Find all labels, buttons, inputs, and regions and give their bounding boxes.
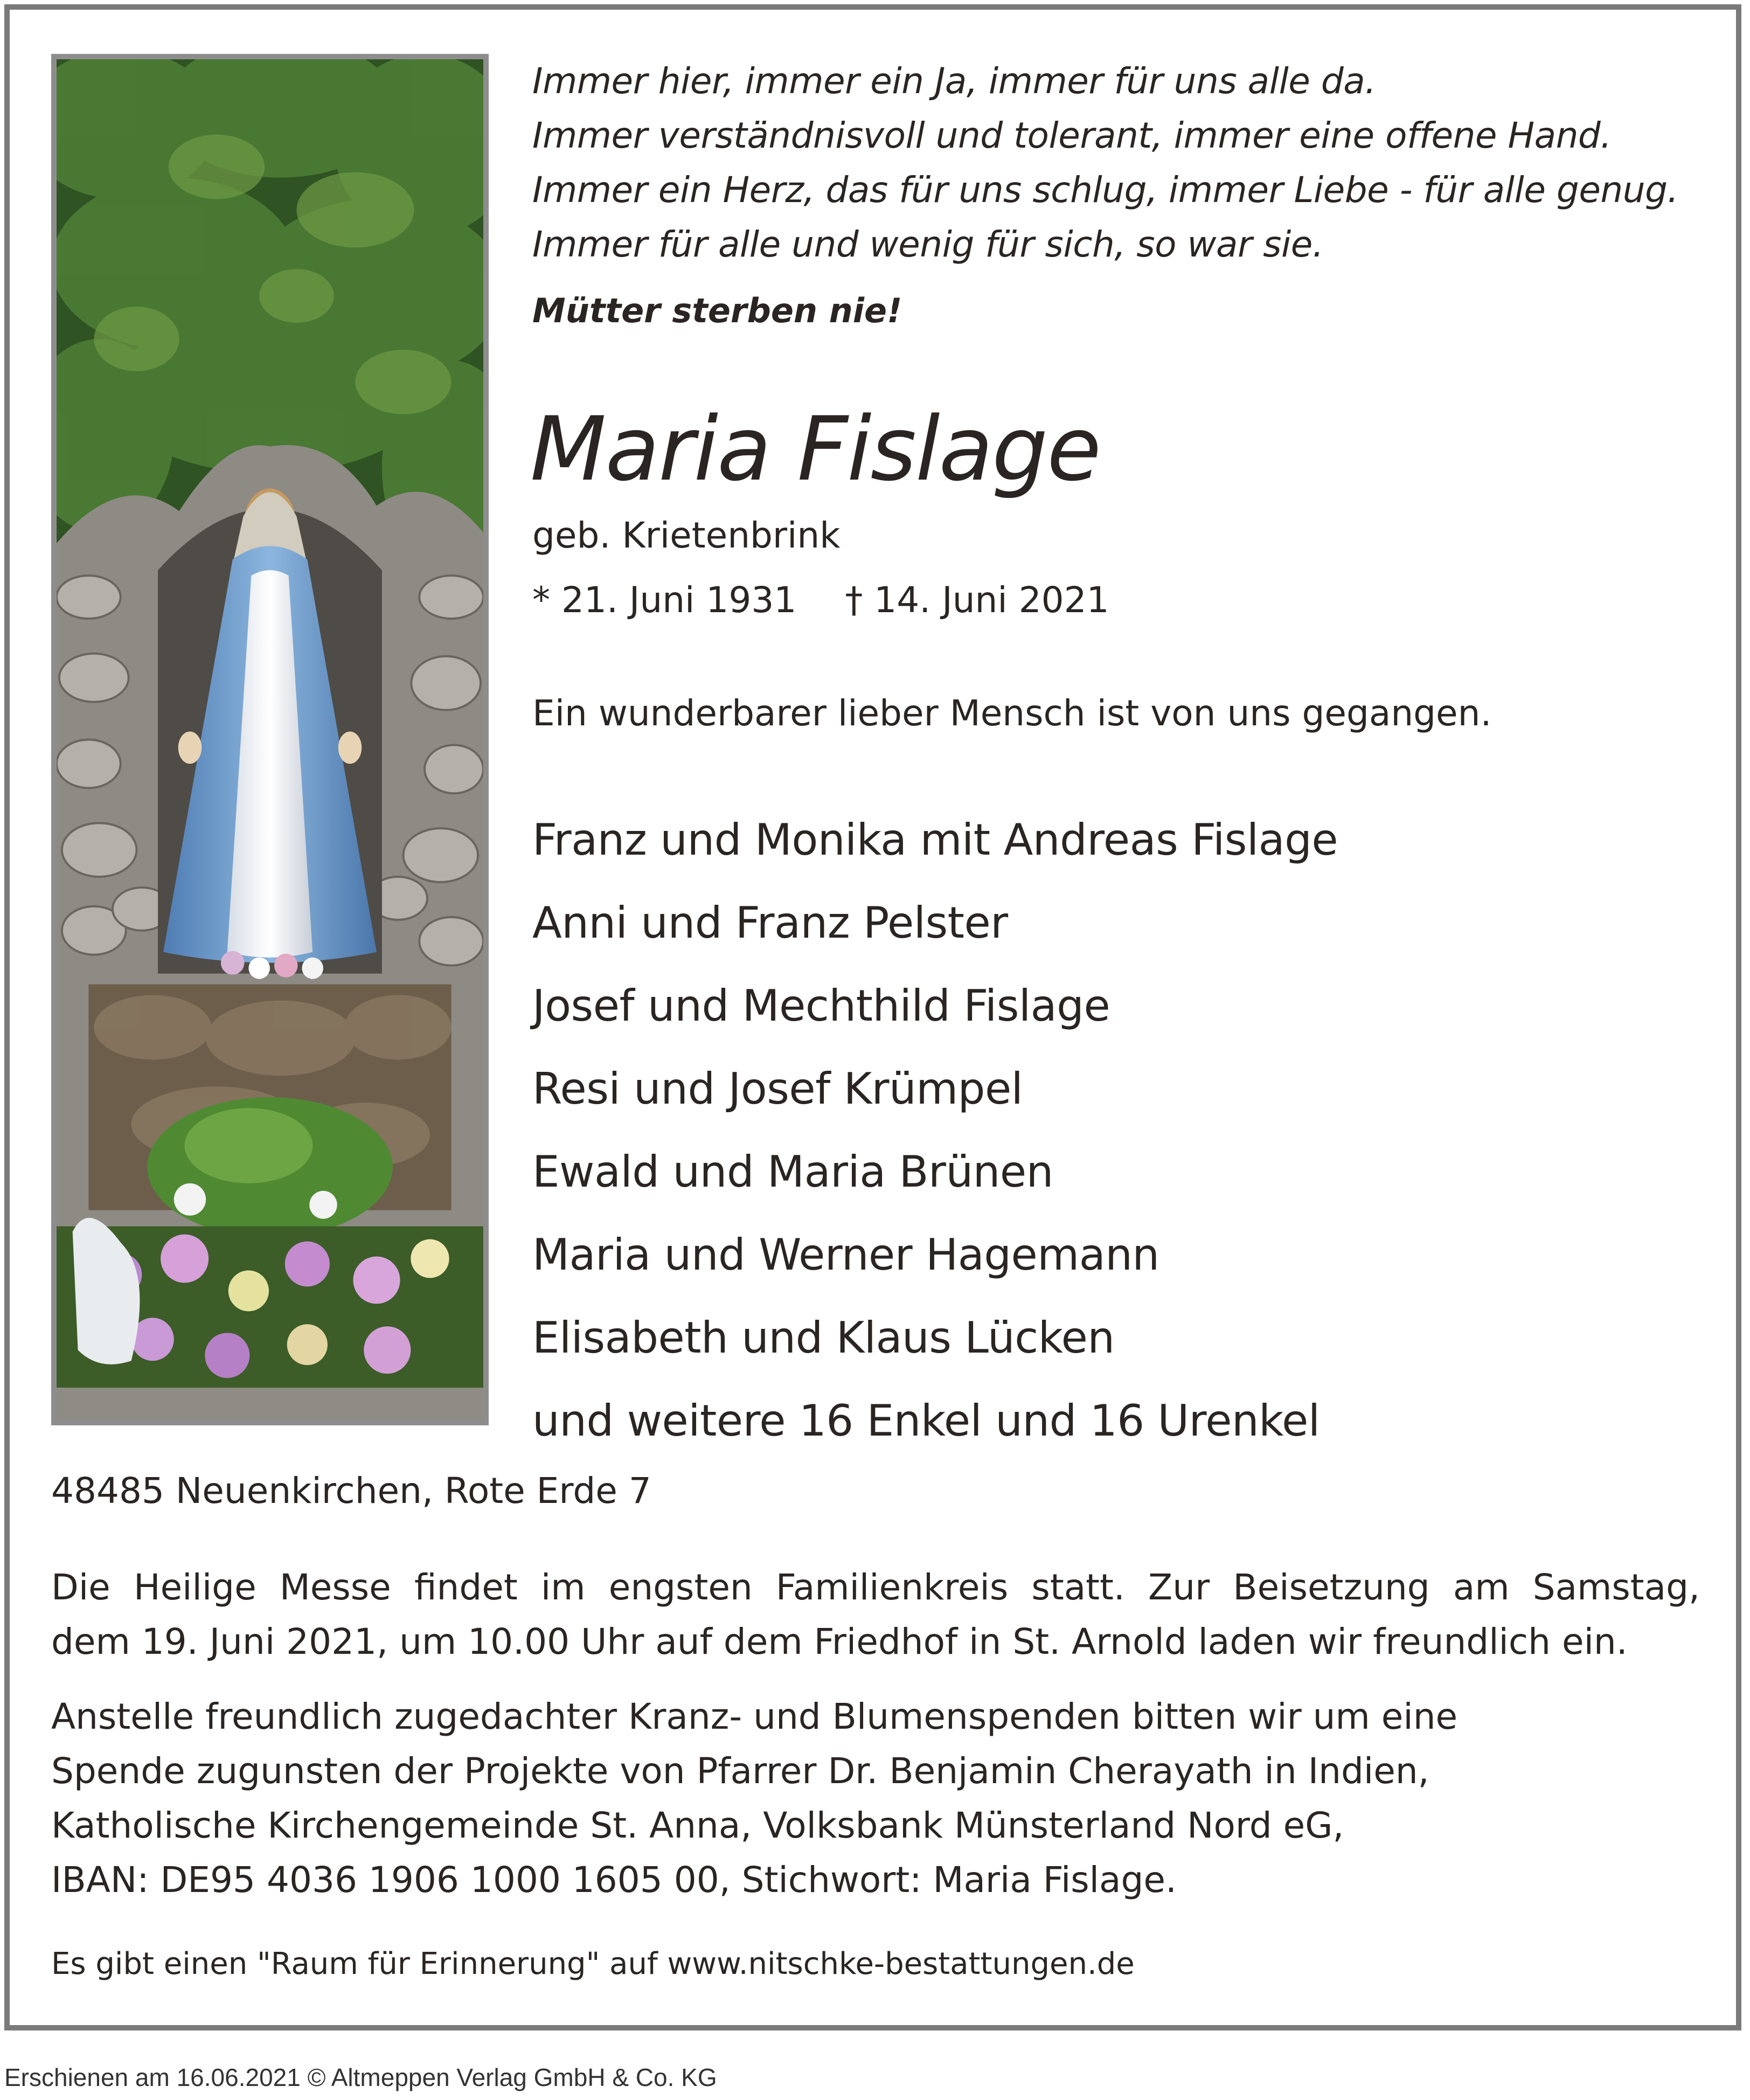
- tagline: Ein wunderbarer lieber Mensch ist von uns gegangen.: [532, 692, 1492, 734]
- mourner-entry: und weitere 16 Enkel und 16 Urenkel: [532, 1396, 1320, 1446]
- poem-line: Immer ein Herz, das für uns schlug, immer Liebe - für alle genug.: [532, 169, 1678, 211]
- funeral-line: Die Heilige Messe findet im engsten Familienkreis statt. Zur Beisetzung am Samstag,: [51, 1567, 1700, 1608]
- deceased-name: Maria Fislage: [530, 398, 1101, 501]
- poem-line: Immer hier, immer ein Ja, immer für uns alle da.: [532, 60, 1376, 102]
- birth-date: * 21. Juni 1931: [532, 579, 797, 621]
- poem-line: Immer für alle und wenig für sich, so war sie.: [532, 224, 1324, 265]
- mourner-entry: Ewald und Maria Brünen: [532, 1147, 1053, 1197]
- family-address: 48485 Neuenkirchen, Rote Erde 7: [51, 1470, 651, 1512]
- donation-line: IBAN: DE95 4036 1906 1000 1605 00, Stichwort: Maria Fislage.: [51, 1859, 1177, 1901]
- funeral-info: [51, 1560, 1700, 1669]
- memorial-website-note: Es gibt einen "Raum für Erinnerung" auf www.nitschke-bestattungen.de: [51, 1946, 1135, 1981]
- donation-line: Katholische Kirchengemeinde St. Anna, Volksbank Münsterland Nord eG,: [51, 1805, 1344, 1846]
- poem-line: Immer verständnisvoll und tolerant, immer eine offene Hand.: [532, 115, 1612, 156]
- madonna-grotto-photo: [51, 54, 489, 1425]
- mourner-entry: Franz und Monika mit Andreas Fislage: [532, 815, 1338, 865]
- maiden-name: geb. Krietenbrink: [532, 515, 841, 556]
- poem-motto: Mütter sterben nie!: [532, 291, 902, 330]
- mourner-entry: Maria und Werner Hagemann: [532, 1230, 1159, 1280]
- mourners-list: [532, 799, 1338, 1463]
- mourner-entry: Elisabeth und Klaus Lücken: [532, 1313, 1115, 1363]
- death-date: † 14. Juni 2021: [845, 579, 1109, 621]
- mourner-entry: Anni und Franz Pelster: [532, 898, 1008, 948]
- publication-credit: Erschienen am 16.06.2021 © Altmeppen Verlag GmbH & Co. KG: [4, 2063, 717, 2091]
- donation-line: Anstelle freundlich zugedachter Kranz- und Blumenspenden bitten wir um eine: [51, 1696, 1458, 1737]
- donation-line: Spende zugunsten der Projekte von Pfarrer Dr. Benjamin Cherayath in Indien,: [51, 1750, 1429, 1792]
- mourner-entry: Resi und Josef Krümpel: [532, 1064, 1023, 1114]
- life-dates: [532, 579, 1109, 621]
- poem: [532, 54, 1718, 272]
- donation-info: [51, 1689, 1700, 1907]
- madonna-grotto-image: [57, 59, 483, 1420]
- funeral-line: dem 19. Juni 2021, um 10.00 Uhr auf dem Friedhof in St. Arnold laden wir freundlich ein.: [51, 1621, 1628, 1662]
- mourner-entry: Josef und Mechthild Fislage: [532, 981, 1110, 1031]
